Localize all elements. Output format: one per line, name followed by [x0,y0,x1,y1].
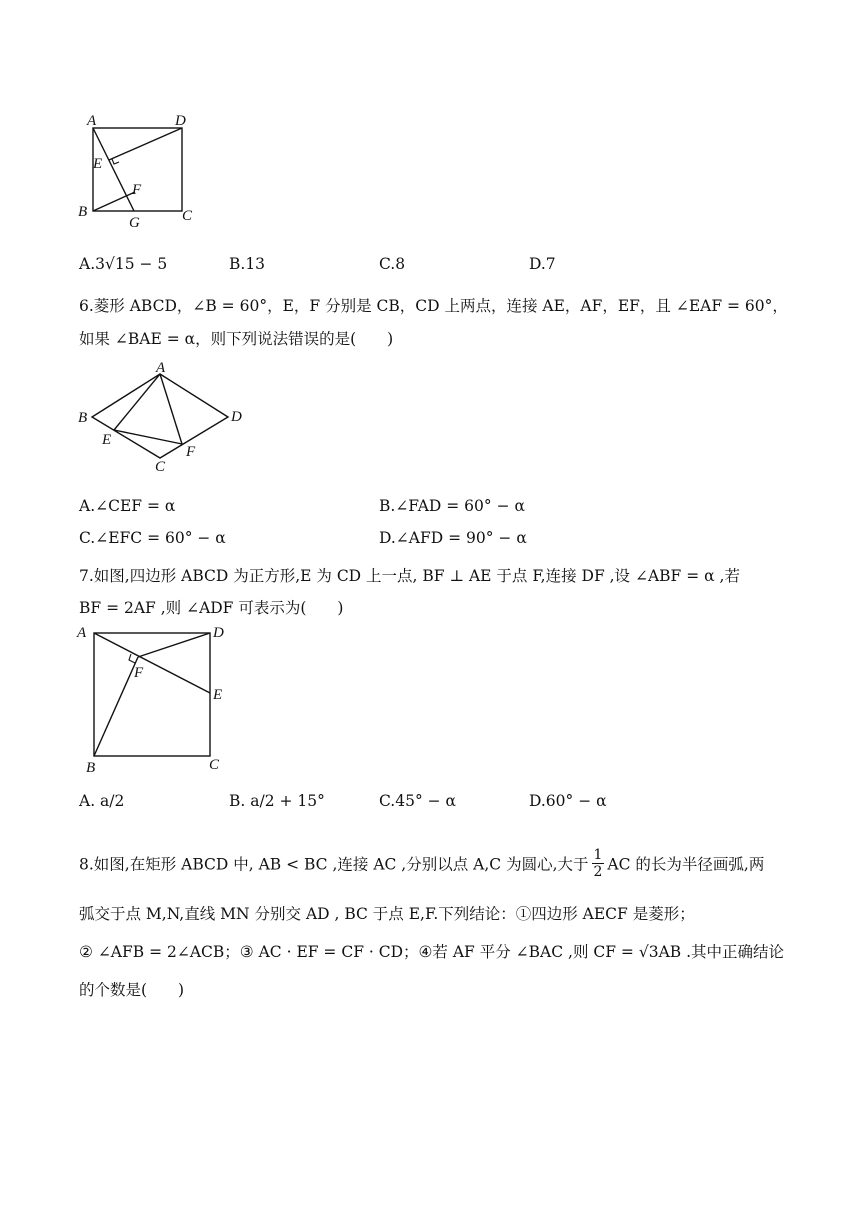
q7-option-b: B. a/2 + 15° [229,792,325,810]
q5-option-d: D.7 [529,255,556,273]
q8-stem-line3: ② ∠AFB = 2∠ACB；③ AC · EF = CF · CD；④若 AF 平分 ∠BAC ,则 CF = √3AB .其中正确结论 [79,943,785,961]
q8-stem-line1-part1: 8.如图,在矩形 ABCD 中, AB < BC ,连接 AC ,分别以点 A,C 为圆心,大于 [79,855,589,874]
q5-label-f: F [132,182,142,198]
q6-option-c: C.∠EFC = 60° − α [79,529,226,547]
q7-label-d: D [213,625,224,641]
q5-option-b: B.13 [229,255,266,273]
q6-option-a: A.∠CEF = α [79,497,176,515]
q8-stem-line1 [79,849,764,882]
q7-option-d: D.60° − α [529,792,607,810]
q7-option-c: C.45° − α [379,792,457,810]
q5-label-a: A [87,113,97,129]
q6-label-f: F [186,444,196,460]
q7-figure [74,622,239,777]
q7-option-a: A. a/2 [79,792,125,810]
q6-label-e: E [102,432,112,448]
q5-label-g: G [129,215,140,231]
q6-label-c: C [155,459,166,475]
q5-label-c: C [182,208,193,224]
q7-label-f: F [134,665,144,681]
q7-label-a: A [77,625,87,641]
q6-label-a: A [156,360,166,376]
q5-label-b: B [78,204,88,220]
q5-figure [75,108,205,233]
q8-fraction-numerator: 1 [593,847,603,863]
q8-fraction [592,847,605,880]
q6-stem-line1: 6.菱形 ABCD，∠B = 60°，E，F 分别是 CB，CD 上两点，连接 AE，AF，EF，且 ∠EAF = 60°， [79,297,788,315]
q8-stem-line2: 弧交于点 M,N,直线 MN 分别交 AD , BC 于点 E,F.下列结论：①四边形 AECF 是菱形； [79,905,695,923]
q6-label-b: B [78,410,88,426]
q5-option-a: A.3√15 − 5 [79,255,168,273]
q5-label-e: E [93,156,103,172]
q8-fraction-denominator: 2 [593,864,603,880]
q6-option-d: D.∠AFD = 90° − α [379,529,527,547]
q6-figure [72,360,252,475]
q6-stem-line2: 如果 ∠BAE = α，则下列说法错误的是( ) [79,330,394,348]
q7-stem-line2: BF = 2AF ,则 ∠ADF 可表示为( ) [79,599,344,617]
q5-label-d: D [175,113,186,129]
q8-stem-line1-part2: AC 的长为半径画弧,两 [607,855,765,874]
q7-label-c: C [209,757,220,773]
q5-option-c: C.8 [379,255,406,273]
q6-label-d: D [231,409,242,425]
q7-label-e: E [213,687,223,703]
q6-option-b: B.∠FAD = 60° − α [379,497,525,515]
q8-stem-line4: 的个数是( ) [79,981,185,999]
q7-stem-line1: 7.如图,四边形 ABCD 为正方形,E 为 CD 上一点, BF ⊥ AE 于点 F,连接 DF ,设 ∠ABF = α ,若 [79,567,740,585]
q7-label-b: B [86,760,96,776]
